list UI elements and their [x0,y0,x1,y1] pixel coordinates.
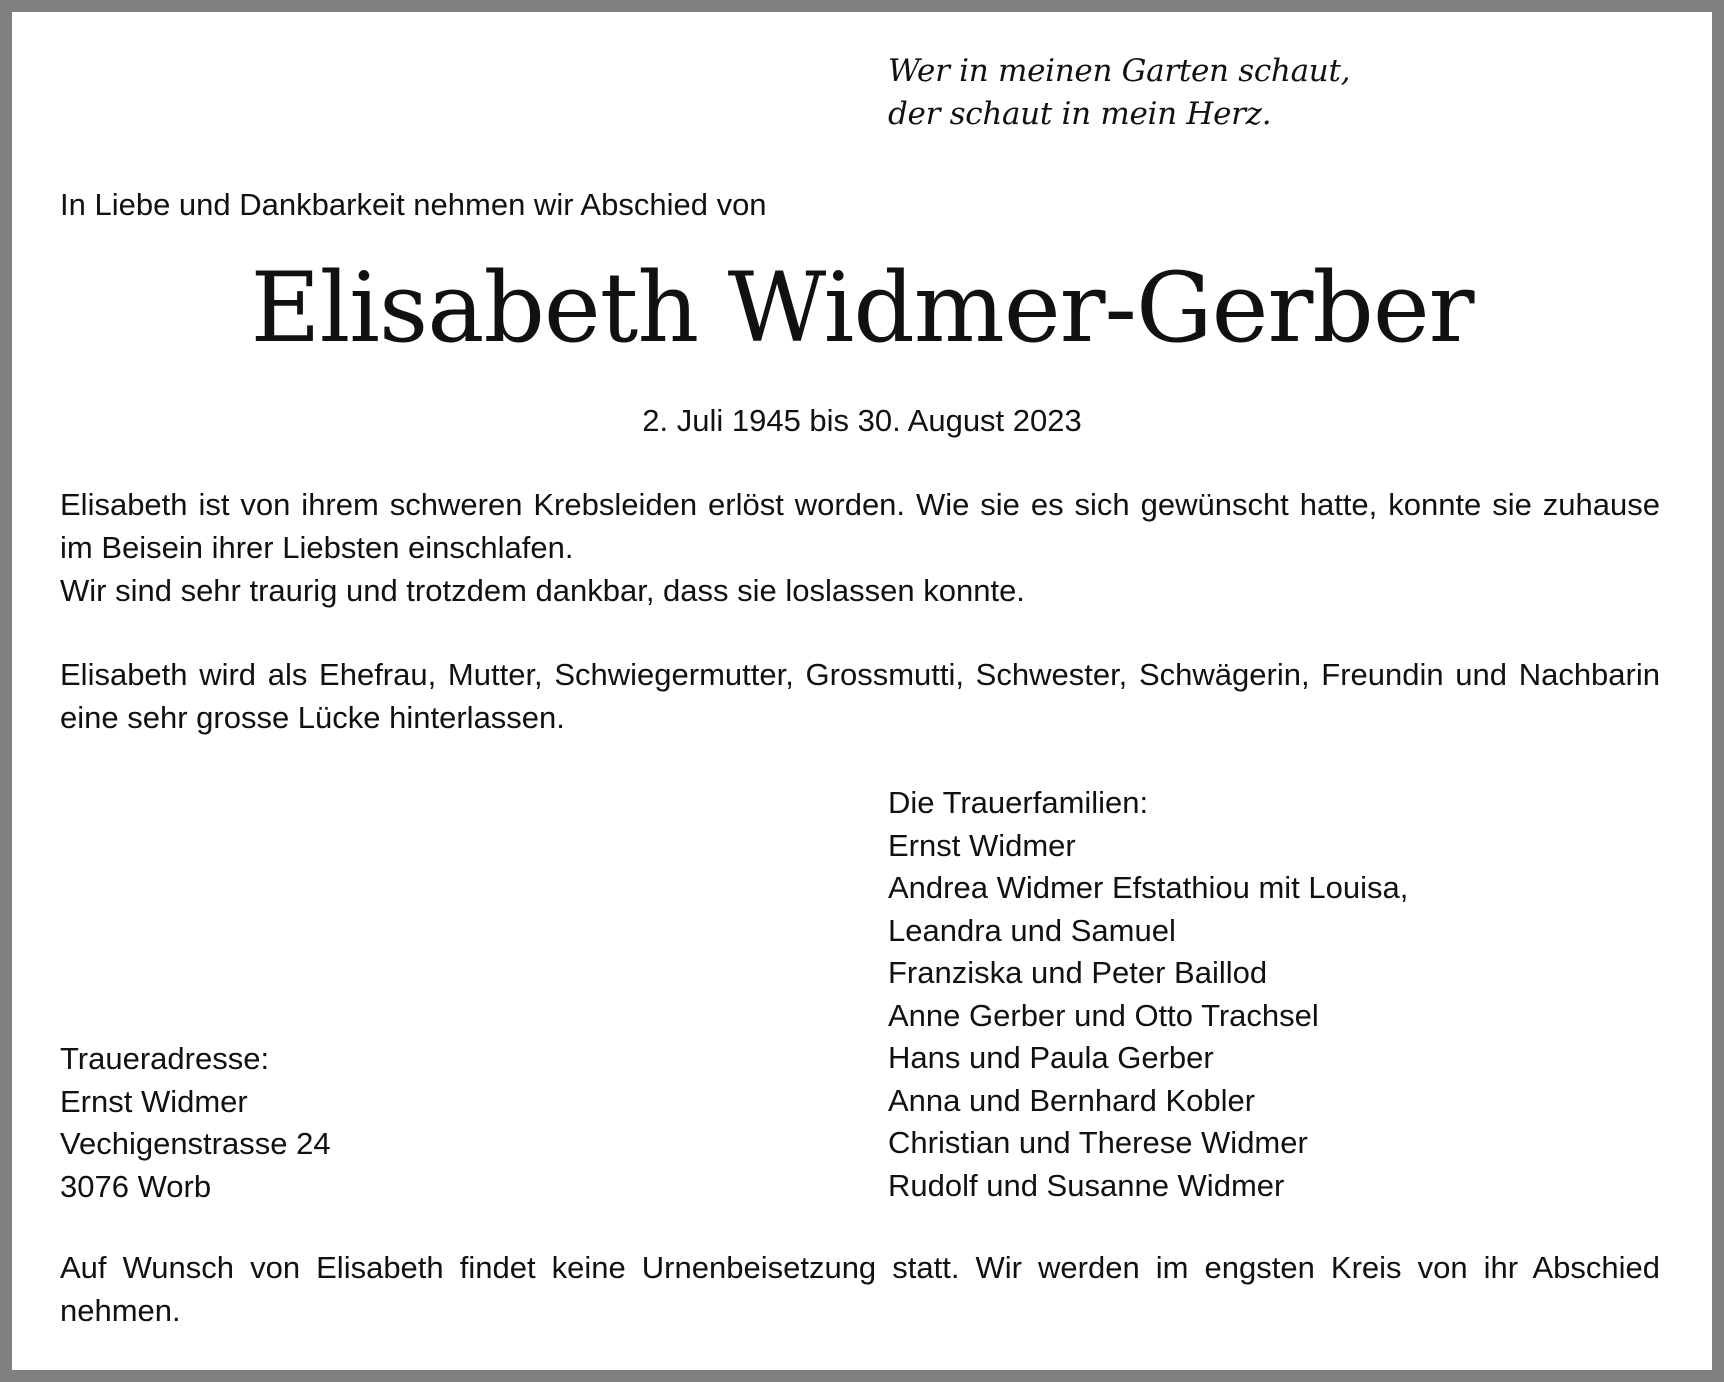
family-member: Anne Gerber und Otto Trachsel [888,997,1319,1033]
life-dates: 2. Juli 1945 bis 30. August 2023 [642,403,1082,438]
paragraph-1-sentence-2: Wir sind sehr traurig und trotzdem dankbar, dass sie loslassen konnte. [60,573,1025,608]
family-member: Andrea Widmer Efstathiou mit Louisa, [888,870,1409,905]
obituary-notice [12,12,1712,1370]
family-member: Christian und Therese Widmer [888,1125,1308,1160]
paragraph-1-sentence-1: Elisabeth ist von ihrem schweren Krebsleiden erlöst worden. Wie sie es sich gewünscht hatte, konnte sie zuhause im Beisein ihrer Liebsten einschlafen. [60,487,1660,565]
address-street: Vechigenstrasse 24 [60,1126,331,1161]
family-member: Ernst Widmer [888,827,1076,863]
closing-paragraph: Auf Wunsch von Elisabeth findet keine Urnenbeisetzung statt. Wir werden im engsten Kreis von ihr Abschied nehmen. [60,1250,1660,1328]
address-city: 3076 Worb [60,1168,212,1204]
motto-quote [888,50,1350,136]
paragraph-1 [60,483,1660,612]
address-heading: Traueradresse: [60,1041,270,1076]
intro-text: In Liebe und Dankbarkeit nehmen wir Abschied von [60,187,767,222]
motto-line-2: der schaut in mein Herz. [888,96,1272,132]
family-member: Leandra und Samuel [888,912,1176,948]
family-member: Franziska und Peter Baillod [888,955,1268,990]
family-member: Hans und Paula Gerber [888,1040,1214,1075]
families-heading: Die Trauerfamilien: [888,785,1149,820]
family-member: Rudolf und Susanne Widmer [888,1167,1285,1203]
mourning-address [60,1038,331,1208]
motto-line-1: Wer in meinen Garten schaut, [888,53,1351,89]
paragraph-2: Elisabeth wird als Ehefrau, Mutter, Schwiegermutter, Grossmutti, Schwester, Schwägerin, Freundin und Nachbarin eine sehr grosse Lücke hinterlassen. [60,657,1660,735]
family-member: Anna und Bernhard Kobler [888,1082,1256,1118]
deceased-name: Elisabeth Widmer-Gerber [250,252,1474,364]
address-name: Ernst Widmer [60,1083,248,1119]
mourning-families [888,782,1408,1207]
